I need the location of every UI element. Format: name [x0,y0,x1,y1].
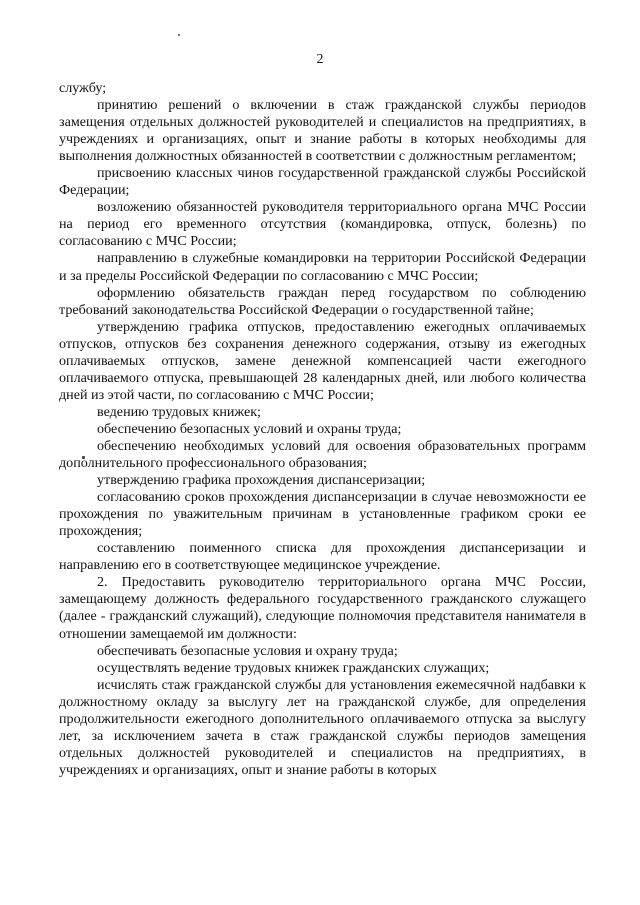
paragraph: утверждению графика прохождения диспансеризации; [97,472,426,489]
paragraph: возложению обязанностей руководителя территориального органа МЧС России на период его временного отсутствия (командировка, отпуск, болезнь) по согласованию с МЧС России; [59,199,586,250]
paragraph: обеспечению необходимых условий для освоения образовательных программ дополнительного профессионального образования; [59,437,586,472]
paragraph: обеспечивать безопасные условия и охрану труда; [97,642,398,659]
page-number: 2 [316,52,324,67]
paragraph: согласованию сроков прохождения диспансеризации в случае невозможности ее прохождения по уважительным причинам в установленные графиком сроки ее прохождения; [59,489,586,540]
paragraph: присвоению классных чинов государственной гражданской службы Российской Федерации; [59,165,586,199]
paragraph: 2. Предоставить руководителю территориального органа МЧС России, замещающему должность федерального государственного гражданского служащего (далее - гражданский служащий), следующие полномочия представителя нанимателя в отношении замещаемой им должности: [59,574,586,642]
paragraph: оформлению обязательств граждан перед государством по соблюдению требований законодательства Российской Федерации о государственной тайне; [59,284,586,318]
paragraph: утверждению графика отпусков, предоставлению ежегодных оплачиваемых отпусков, отпусков без сохранения денежного содержания, отзыву из ежегодных оплачиваемых отпусков, замене денежной компенсацией части ежегодного оплачиваемого отпуска, превышающей 28 календарных дней, или любого количества дней из этой части, по согласованию с МЧС России; [59,318,586,403]
paragraph: ведению трудовых книжек; [97,403,261,420]
paragraph: составлению поименного списка для прохождения диспансеризации и направлению его в соответствующее медицинское учреждение. [59,540,586,574]
paragraph: принятию решений о включении в стаж гражданской службы периодов замещения отдельных должностей руководителей и специалистов на предприятиях, в учреждениях и организациях, опыт и знание работы в которых необходимы для выполнения должностных обязанностей в соответствии с должностным регламентом; [59,97,586,165]
paragraph: исчислять стаж гражданской службы для установления ежемесячной надбавки к должностному окладу за выслугу лет на гражданской службе, для определения продолжительности ежегодного дополнительного оплачиваемого отпуска за выслугу лет, за исключением зачета в стаж гражданской службы периодов замещения отдельных должностей руководителей и специалистов на предприятиях, в учреждениях и организациях, опыт и знание работы в которых [59,676,586,778]
paragraph: осуществлять ведение трудовых книжек гражданских служащих; [97,659,490,676]
paragraph: обеспечению безопасных условий и охраны труда; [97,420,402,437]
document-body [59,80,586,779]
scan-speck [178,34,180,36]
paragraph: направлению в служебные командировки на территории Российской Федерации и за пределы Российской Федерации по согласованию с МЧС России; [59,250,586,284]
paragraph: службу; [59,80,107,96]
